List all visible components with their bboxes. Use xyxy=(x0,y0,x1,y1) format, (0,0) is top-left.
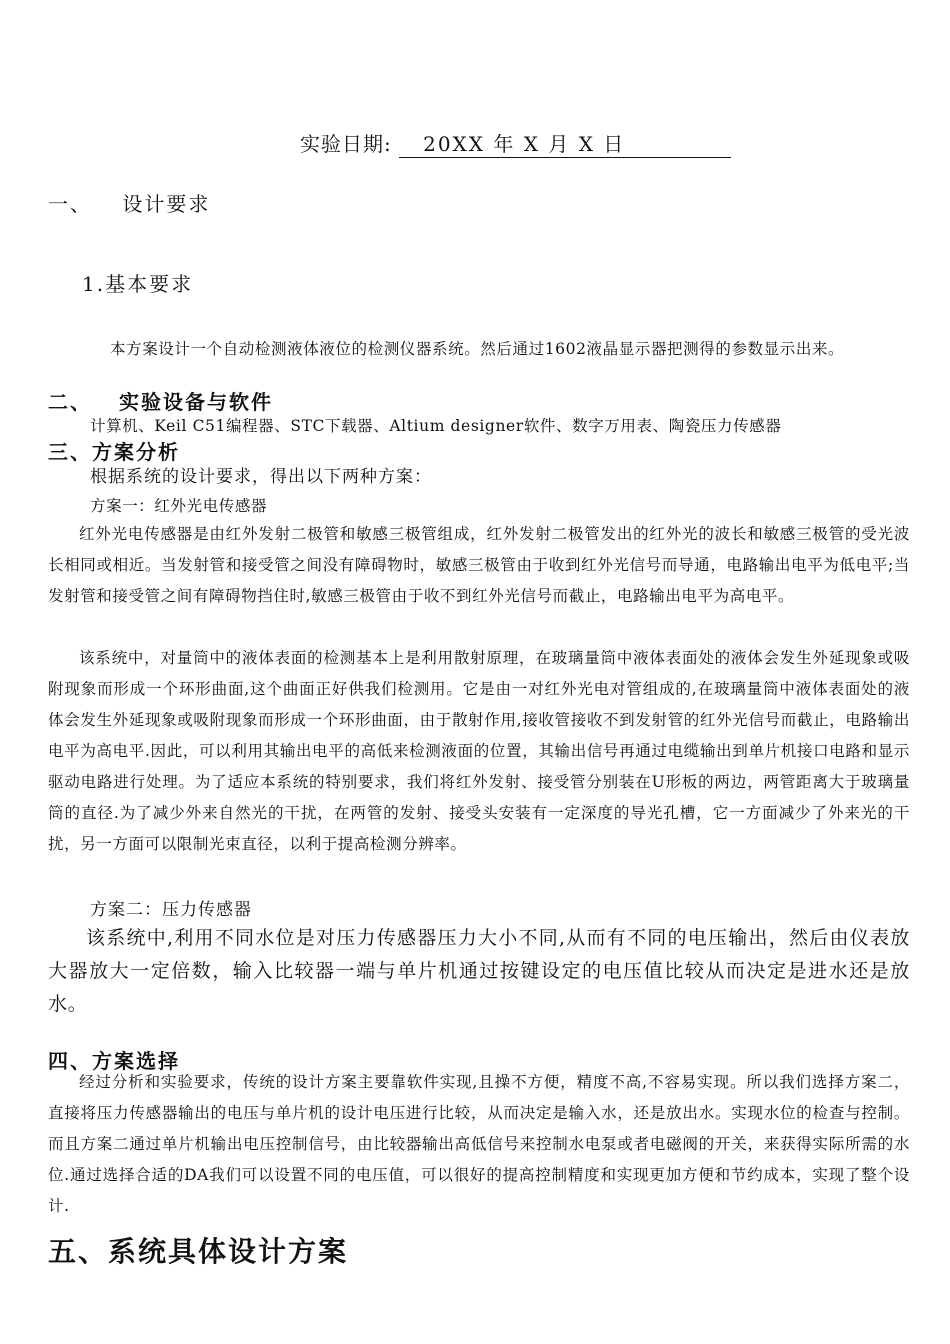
section-1-number: 一、 xyxy=(48,192,92,216)
section-1-title: 设计要求 xyxy=(122,192,211,216)
section-2-title: 实验设备与软件 xyxy=(118,390,273,414)
section-5-heading: 五、系统具体设计方案 xyxy=(48,1235,349,1268)
section-1-body: 本方案设计一个自动检测液体液位的检测仪器系统。然后通过1602液晶显示器把测得的参数显示出来。 xyxy=(110,340,845,358)
section-1-sub-heading: 1.基本要求 xyxy=(82,272,194,296)
section-3-intro: 根据系统的设计要求，得出以下两种方案： xyxy=(90,467,432,487)
plan-2-paragraph-1: 该系统中,利用不同水位是对压力传感器压力大小不同,从而有不同的电压输出，然后由仪表放大器放大一定倍数，输入比较器一端与单片机通过按键设定的电压值比较从而决定是进水还是放水。 xyxy=(48,927,910,1015)
section-4-body: 经过分析和实验要求，传统的设计方案主要靠软件实现,且操不方便，精度不高,不容易实现。所以我们选择方案二，直接将压力传感器输出的电压与单片机的设计电压进行比较，从而决定是输入水，还是放出水。实现水位的检查与控制。而且方案二通过单片机输出电压控制信号，由比较器输出高低信号来控制水电泵或者电磁阀的开关，来获得实际所需的水位.通过选择合适的DA我们可以设置不同的电压值，可以很好的提高控制精度和实现更加方便和节约成本，实现了整个设计. xyxy=(48,1073,910,1215)
section-1-heading xyxy=(48,188,210,217)
plan-1-paragraph-2: 该系统中，对量筒中的液体表面的检测基本上是利用散射原理，在玻璃量筒中液体表面处的液体会发生外延现象或吸附现象而形成一个环形曲面,这个曲面正好供我们检测用。它是由一对红外光电对管组成的,在玻璃量筒中液体表面处的液体会发生外延现象或吸附现象而形成一个环形曲面，由于散射作用,接收管接收不到发射管的红外光信号而截止，电路输出电平为高电平.因此，可以利用其输出电平的高低来检测液面的位置，其输出信号再通过电缆输出到单片机接口电路和显示驱动电路进行处理。为了适应本系统的特别要求，我们将红外发射、接受管分别装在U形板的两边，两管距离大于玻璃量筒的直径.为了减少外来自然光的干扰，在两管的发射、接受头安装有一定深度的导光孔槽，它一方面减少了外来光的干扰，另一方面可以限制光束直径，以利于提高检测分辨率。 xyxy=(48,649,910,853)
date-value: 20XX 年 X 月 X 日 xyxy=(399,128,731,158)
experiment-date xyxy=(300,128,731,158)
plan-1-title: 方案一：红外光电传感器 xyxy=(90,497,268,515)
date-label: 实验日期: xyxy=(300,132,392,156)
section-4-heading: 四、方案选择 xyxy=(48,1049,180,1073)
section-2-body: 计算机、Keil C51编程器、STC下载器、Altium designer软件、数字万用表、陶瓷压力传感器 xyxy=(90,417,782,435)
plan-2-title: 方案二：压力传感器 xyxy=(90,900,252,920)
section-2-heading xyxy=(48,386,273,415)
section-3-heading: 三、方案分析 xyxy=(48,440,180,464)
plan-1-paragraph-1: 红外光电传感器是由红外发射二极管和敏感三极管组成，红外发射二极管发出的红外光的波长和敏感三极管的受光波长相同或相近。当发射管和接受管之间没有障碍物时，敏感三极管由于收到红外光信号而导通，电路输出电平为低电平;当发射管和接受管之间有障碍物挡住时,敏感三极管由于收不到红外光信号而截止，电路输出电平为高电平。 xyxy=(48,525,910,605)
section-2-number: 二、 xyxy=(48,390,92,414)
